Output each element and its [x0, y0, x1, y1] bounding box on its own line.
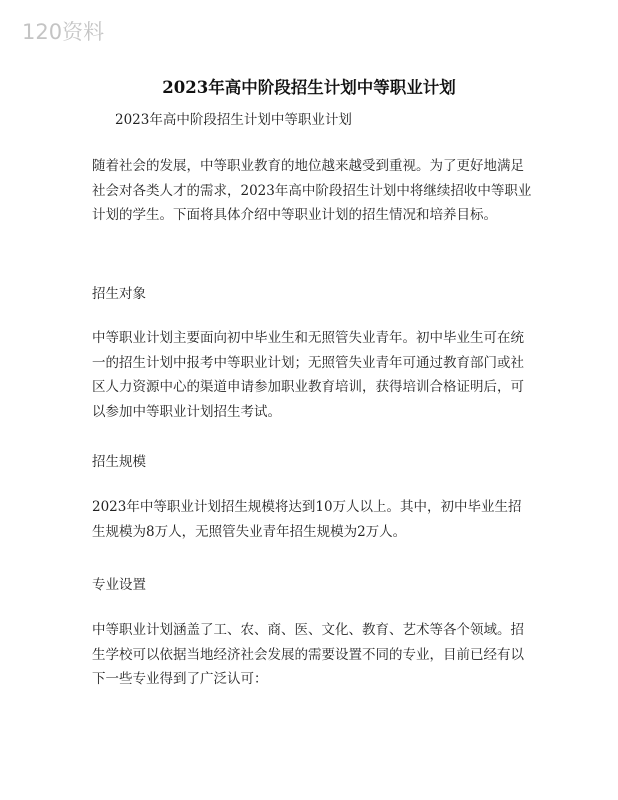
document-subtitle: 2023年高中阶段招生计划中等职业计划 — [115, 112, 352, 128]
watermark-logo: 120资料 — [22, 20, 105, 44]
section-body-enrollment-scale: 2023年中等职业计划招生规模将达到10万人以上。其中，初中毕业生招生规模为8万人，无照管失业青年招生规模为2万人。 — [92, 499, 522, 540]
section-body-majors: 中等职业计划涵盖了工、农、商、医、文化、教育、艺术等各个领域。招生学校可以依据当地经济社会发展的需要设置不同的专业，目前已经有以下一些专业得到了广泛认可： — [92, 622, 524, 687]
section-heading-enrollment-target: 招生对象 — [92, 286, 146, 302]
intro-paragraph: 随着社会的发展，中等职业教育的地位越来越受到重视。为了更好地满足社会对各类人才的需求，2023年高中阶段招生计划中将继续招收中等职业计划的学生。下面将具体介绍中等职业计划的招生情况和培养目标。 — [92, 158, 532, 223]
section-body-enrollment-target: 中等职业计划主要面向初中毕业生和无照管失业青年。初中毕业生可在统一的招生计划中报考中等职业计划；无照管失业青年可通过教育部门或社区人力资源中心的渠道申请参加职业教育培训，获得培训合格证明后，可以参加中等职业计划招生考试。 — [92, 330, 524, 420]
document-title: 2023年高中阶段招生计划中等职业计划 — [162, 78, 456, 97]
section-heading-majors: 专业设置 — [92, 577, 146, 593]
section-heading-enrollment-scale: 招生规模 — [92, 454, 146, 470]
